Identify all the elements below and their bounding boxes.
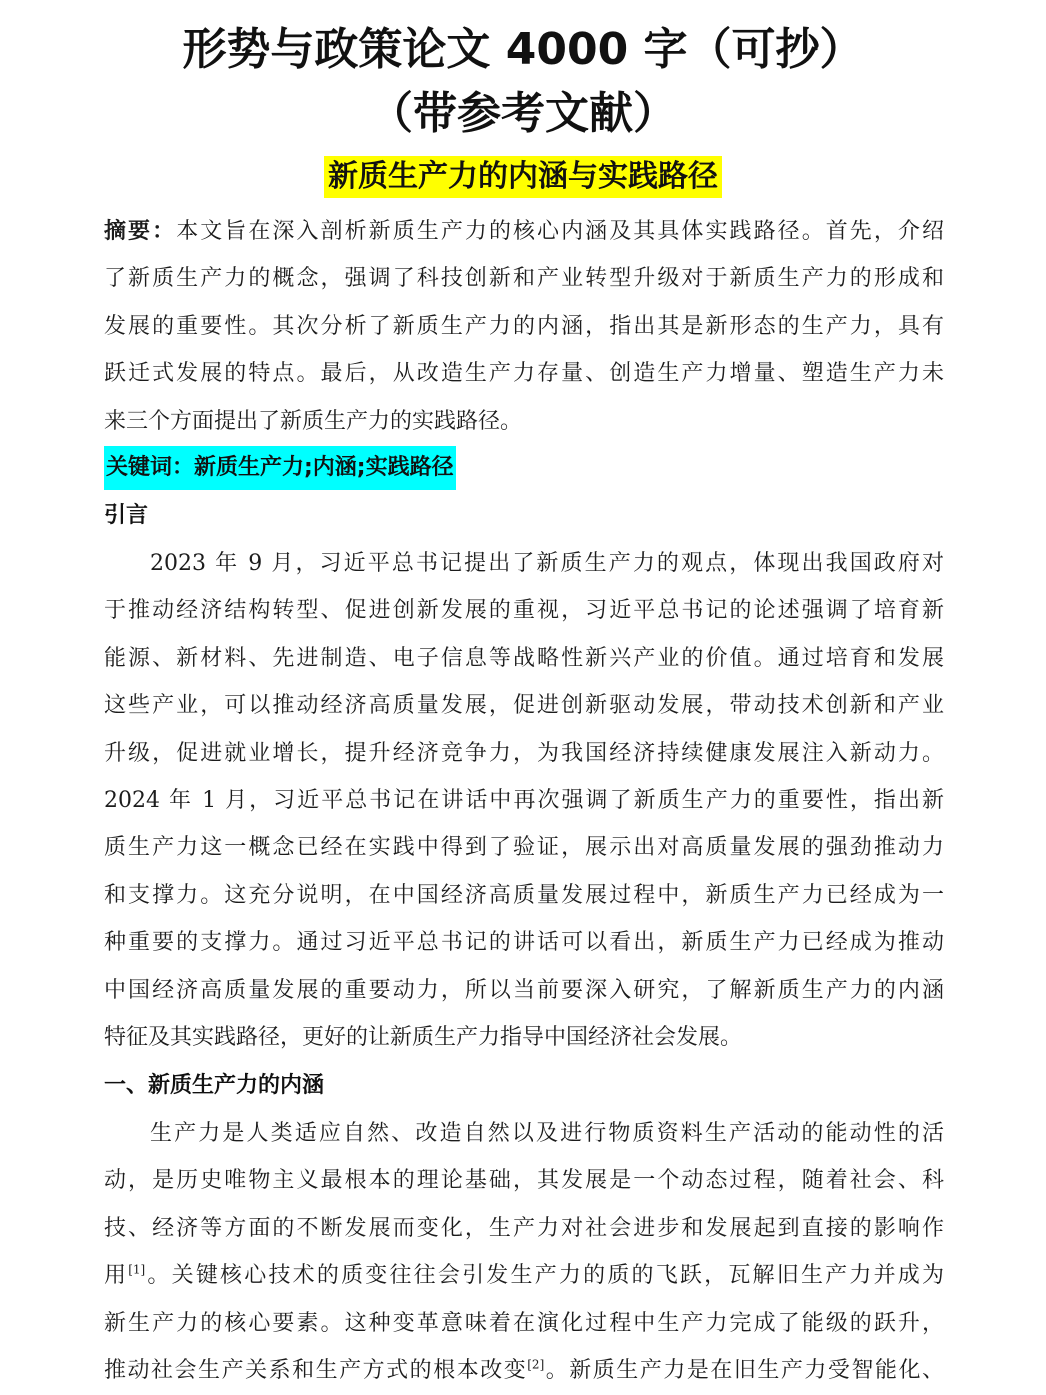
- intro-line: 和支撑力。这充分说明，在中国经济高质量发展过程中，新质生产力已经成为一: [104, 882, 944, 908]
- paper-subtitle-highlighted: 新质生产力的内涵与实践路径: [324, 156, 722, 198]
- intro-line: 中国经济高质量发展的重要动力，所以当前要深入研究，了解新质生产力的内涵: [104, 977, 944, 1003]
- intro-line: 升级，促进就业增长，提升经济竞争力，为我国经济持续健康发展注入新动力。: [104, 740, 944, 766]
- abstract-line: 了新质生产力的概念，强调了科技创新和产业转型升级对于新质生产力的形成和: [104, 266, 944, 292]
- section-1-heading: 一、新质生产力的内涵: [104, 1073, 325, 1098]
- intro-paragraph: [104, 540, 944, 1061]
- abstract-line: 发展的重要性。其次分析了新质生产力的内涵，指出其是新形态的生产力，具有: [104, 313, 944, 339]
- intro-line: 能源、新材料、先进制造、电子信息等战略性新兴产业的价值。通过培育和发展: [104, 645, 944, 671]
- intro-line: 质生产力这一概念已经在实践中得到了验证，展示出对高质量发展的强劲推动力: [104, 835, 944, 861]
- section-1-line: 技、经济等方面的不断发展而变化，生产力对社会进步和发展起到直接的影响作: [104, 1215, 944, 1241]
- citation-ref-2[interactable]: [2]: [527, 1357, 545, 1372]
- intro-line: 2023 年 9 月，习近平总书记提出了新质生产力的观点，体现出我国政府对: [150, 551, 944, 576]
- subtitle-container: [0, 156, 1046, 198]
- document-title-line-2: （带参考文献）: [369, 88, 677, 139]
- abstract-line: 跃迁式发展的特点。最后，从改造生产力存量、创造生产力增量、塑造生产力未: [104, 361, 944, 387]
- section-1-line: 新生产力的核心要素。这种变革意味着在演化过程中生产力完成了能级的跃升，: [104, 1310, 944, 1336]
- keywords-highlighted: 关键词：新质生产力;内涵;实践路径: [104, 446, 456, 490]
- section-1-line-text: 。新质生产力是在旧生产力受智能化、: [544, 1357, 944, 1383]
- intro-line: 于推动经济结构转型、促进创新发展的重视，习近平总书记的论述强调了培育新: [104, 598, 944, 624]
- abstract-paragraph: [104, 208, 944, 445]
- section-1-line: 生产力是人类适应自然、改造自然以及进行物质资料生产活动的能动性的活: [150, 1121, 944, 1146]
- section-1-paragraph: [104, 1110, 944, 1394]
- abstract-line: 来三个方面提出了新质生产力的实践路径。: [104, 408, 523, 434]
- document-title-line-1: 形势与政策论文 4000 字（可抄）: [182, 24, 864, 75]
- section-1-line-text: 。关键核心技术的质变往往会引发生产力的质的飞跃，瓦解旧生产力并成为: [145, 1263, 944, 1289]
- section-1-line: 动，是历史唯物主义最根本的理论基础，其发展是一个动态过程，随着社会、科: [104, 1168, 944, 1194]
- abstract-line: [104, 208, 944, 255]
- citation-ref-1[interactable]: [1]: [128, 1262, 146, 1277]
- intro-line: 2024 年 1 月，习近平总书记在讲话中再次强调了新质生产力的重要性，指出新: [104, 787, 944, 813]
- intro-heading: 引言: [104, 503, 149, 528]
- section-1-line: [104, 1347, 944, 1394]
- section-1-line: [104, 1252, 944, 1299]
- section-1-line-text: 用: [104, 1263, 129, 1289]
- abstract-line-text: 本文旨在深入剖析新质生产力的核心内涵及其具体实践路径。首先，介绍: [176, 219, 944, 244]
- section-1-line-text: 推动社会生产关系和生产方式的根本改变: [104, 1357, 528, 1383]
- intro-line: 种重要的支撑力。通过习近平总书记的讲话可以看出，新质生产力已经成为推动: [104, 930, 944, 956]
- abstract-label: 摘要：: [104, 219, 177, 244]
- keywords-row: [104, 446, 456, 490]
- intro-line: 这些产业，可以推动经济高质量发展，促进创新驱动发展，带动技术创新和产业: [104, 693, 944, 719]
- intro-line: 特征及其实践路径，更好的让新质生产力指导中国经济社会发展。: [104, 1024, 743, 1050]
